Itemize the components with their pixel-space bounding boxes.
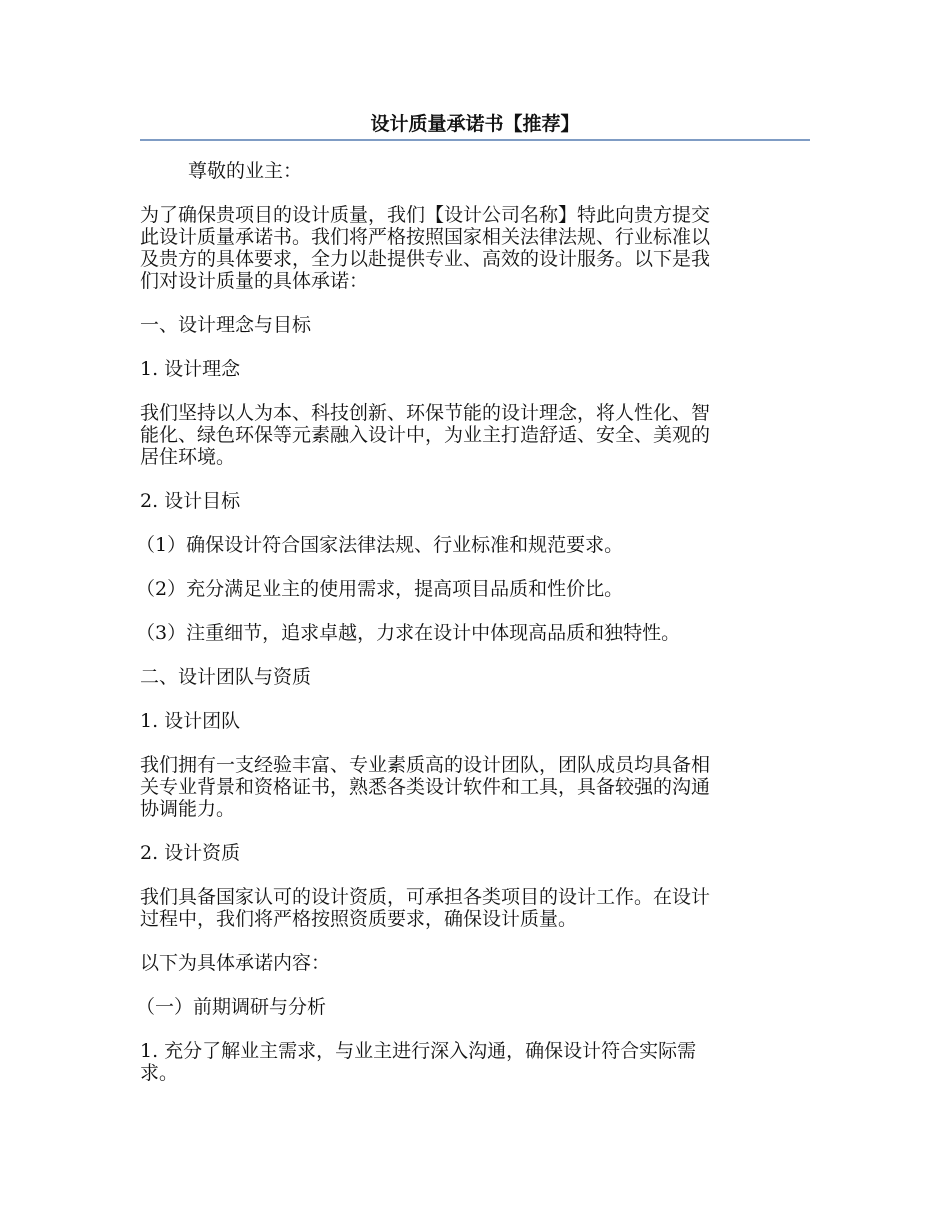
paragraph-line: 1. 充分了解业主需求，与业主进行深入沟通，确保设计符合实际需 [140,1040,697,1062]
subsection-heading: 1. 设计团队 [140,710,241,732]
subsection-heading: 2. 设计目标 [140,490,241,512]
goal-item: （2）充分满足业主的使用需求，提高项目品质和性价比。 [136,578,624,600]
paragraph-line: 关专业背景和资格证书，熟悉各类设计软件和工具，具备较强的沟通 [140,776,711,798]
salutation: 尊敬的业主： [188,160,303,182]
document-body [136,160,810,1084]
intro-line: 此设计质量承诺书。我们将严格按照国家相关法律法规、行业标准以 [140,226,711,248]
paragraph-line: 我们坚持以人为本、科技创新、环保节能的设计理念，将人性化、智 [140,402,711,424]
paragraph-line: 我们拥有一支经验丰富、专业素质高的设计团队，团队成员均具备相 [140,754,711,776]
commitments-intro: 以下为具体承诺内容： [140,952,331,974]
document-title: 设计质量承诺书【推荐】 [370,113,580,135]
design-qualification-paragraph [140,886,810,930]
intro-line: 及贵方的具体要求，全力以赴提供专业、高效的设计服务。以下是我 [140,248,711,270]
paragraph-line: 过程中，我们将严格按照资质要求，确保设计质量。 [140,908,578,930]
goal-item: （3）注重细节，追求卓越，力求在设计中体现高品质和独特性。 [136,622,681,644]
design-team-paragraph [140,754,810,820]
title-underline [140,139,810,141]
section-heading: 二、设计团队与资质 [140,666,312,688]
commitment-item [140,1040,810,1084]
intro-paragraph [140,204,810,292]
paragraph-line: 我们具备国家认可的设计资质，可承担各类项目的设计工作。在设计 [140,886,711,908]
section-heading: 一、设计理念与目标 [140,314,312,336]
intro-line: 们对设计质量的具体承诺： [140,270,369,292]
intro-line: 为了确保贵项目的设计质量，我们【设计公司名称】特此向贵方提交 [140,204,711,226]
paragraph-line: 求。 [140,1062,179,1084]
subsection-heading: 2. 设计资质 [140,842,241,864]
paragraph-line: 居住环境。 [140,446,236,468]
paragraph-line: 能化、绿色环保等元素融入设计中，为业主打造舒适、安全、美观的 [140,424,711,446]
section-heading: （一）前期调研与分析 [136,996,327,1018]
goal-item: （1）确保设计符合国家法律法规、行业标准和规范要求。 [136,534,624,556]
subsection-heading: 1. 设计理念 [140,358,241,380]
paragraph-line: 协调能力。 [140,798,236,820]
design-concept-paragraph [140,402,810,468]
